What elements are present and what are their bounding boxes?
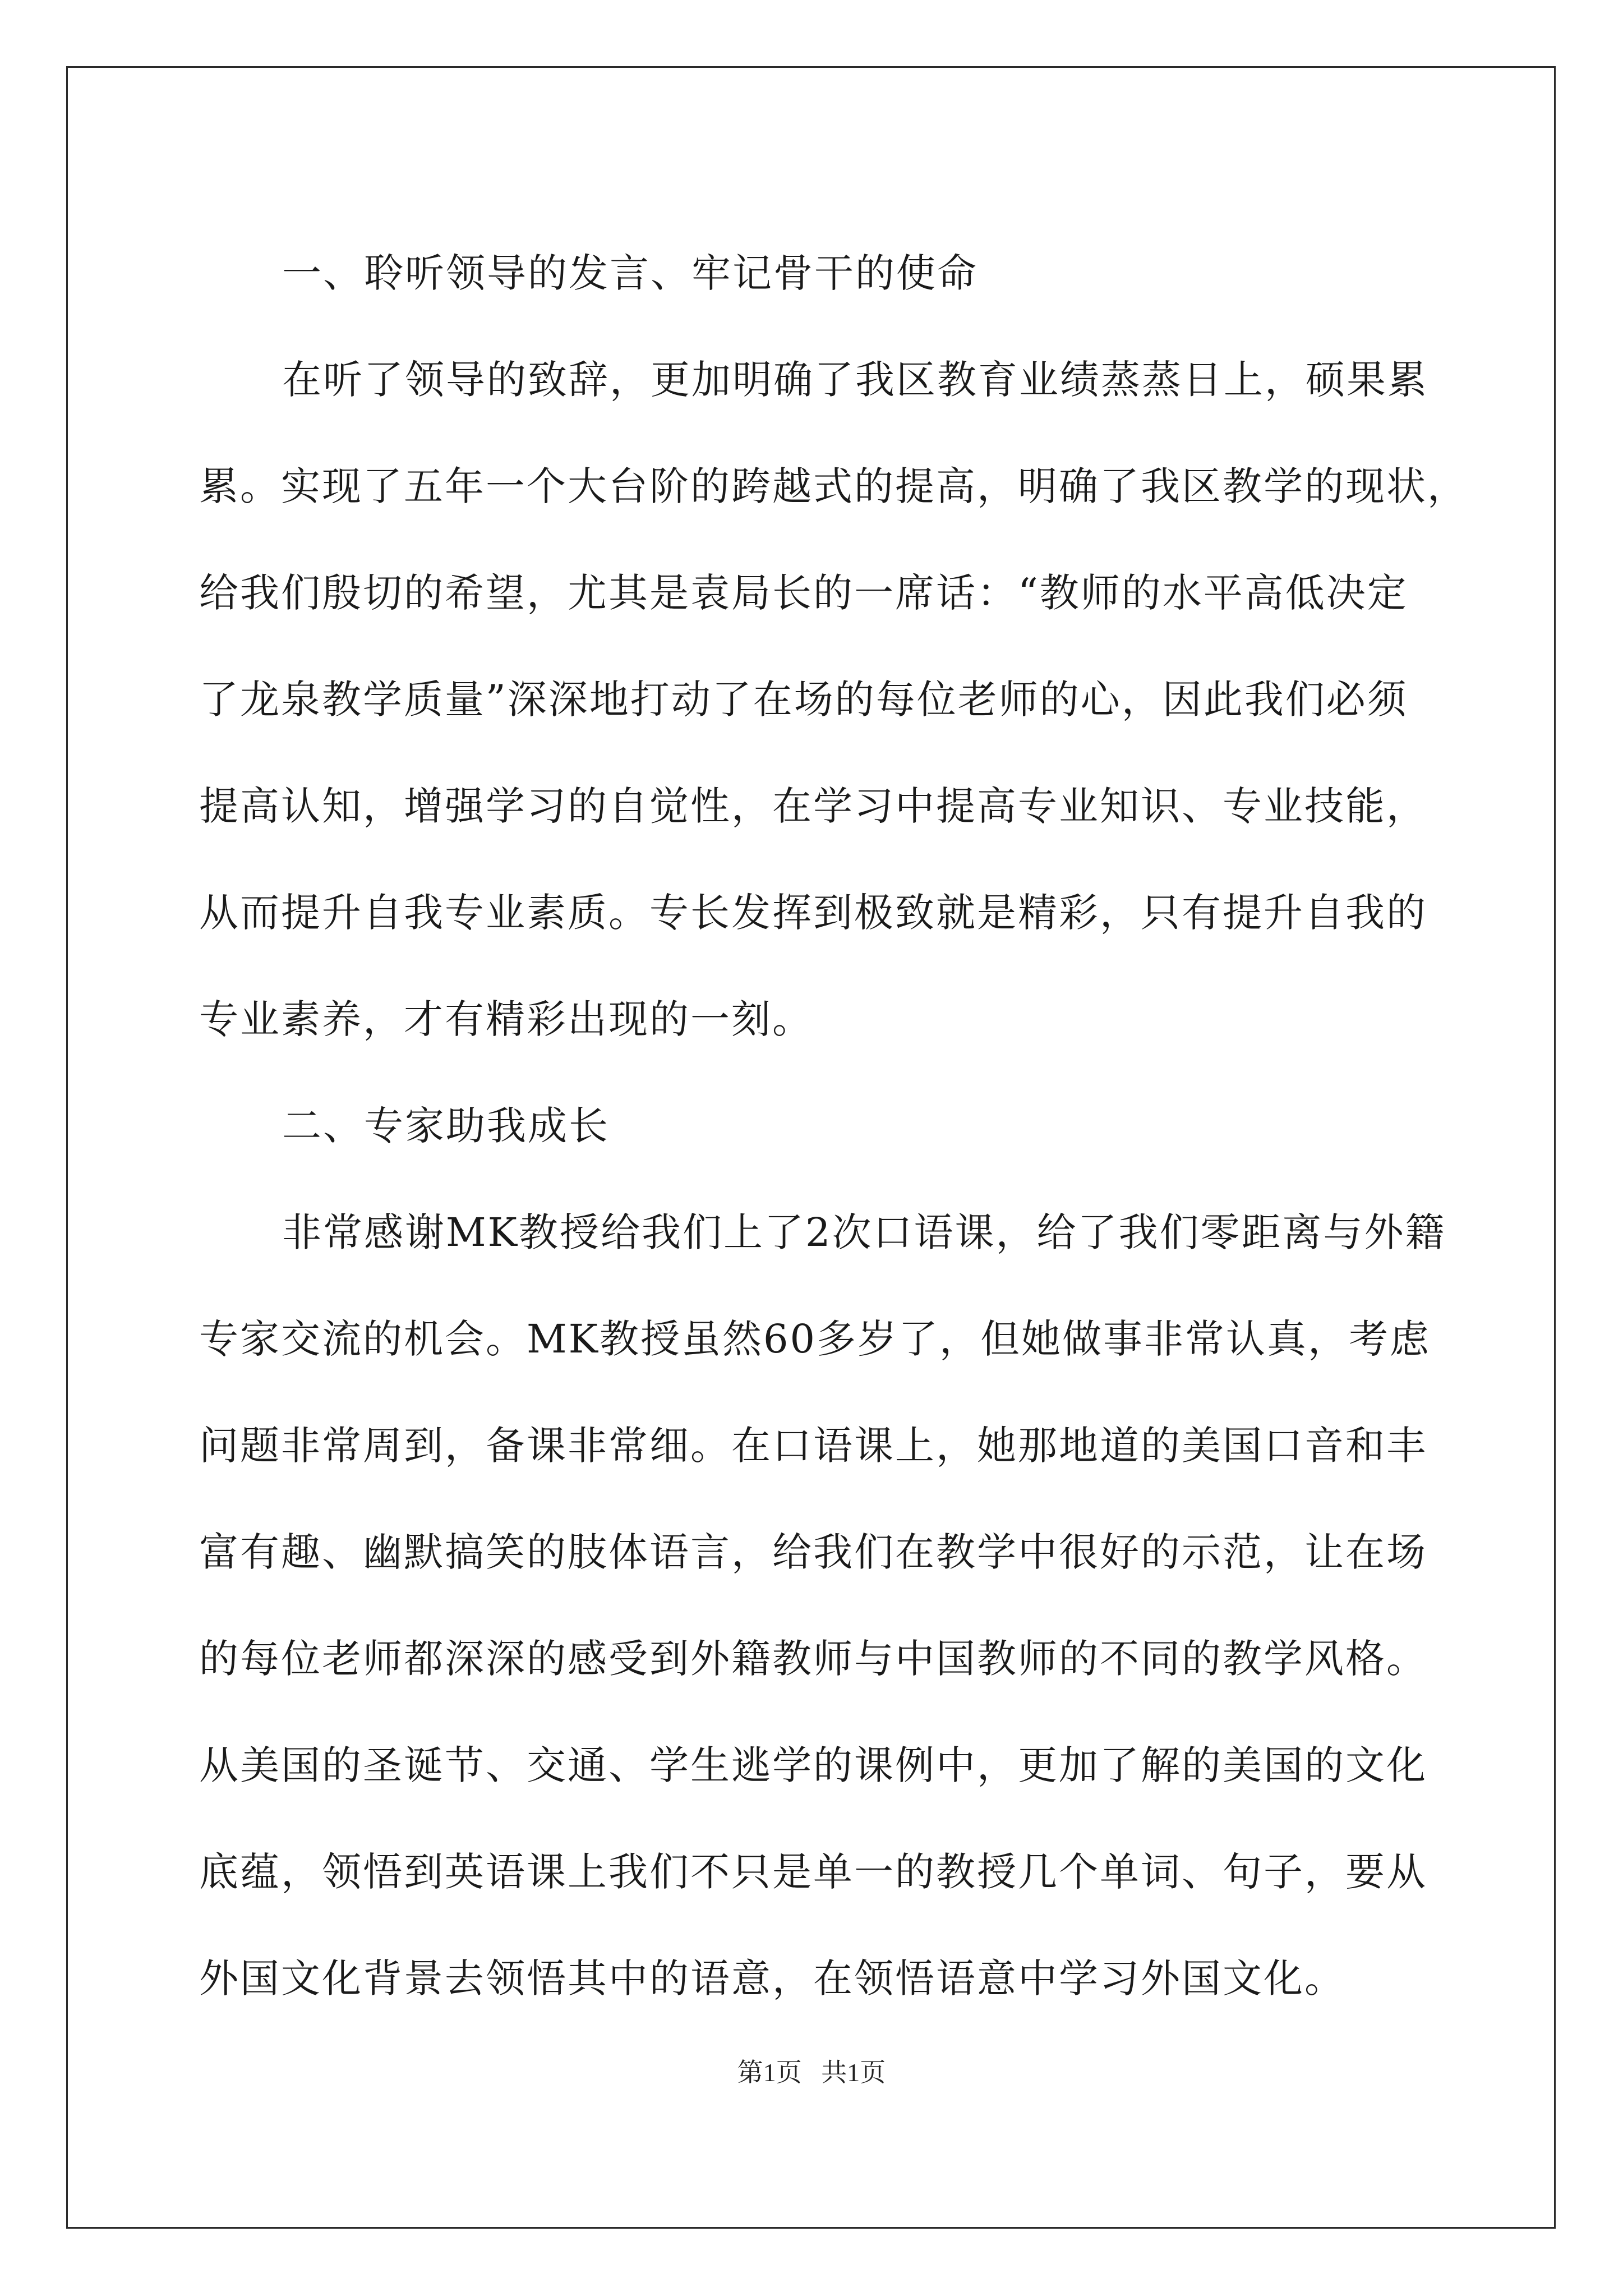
text-line: 非常感谢MK教授给我们上了2次口语课，给了我们零距离与外籍 xyxy=(282,1209,1446,1255)
text-line: 专家交流的机会。MK教授虽然60多岁了，但她做事非常认真，考虑 xyxy=(199,1316,1431,1362)
text-line: 在听了领导的致辞，更加明确了我区教育业绩蒸蒸日上，硕果累 xyxy=(282,357,1428,403)
text-line: 外国文化背景去领悟其中的语意，在领悟语意中学习外国文化。 xyxy=(199,1955,1345,2001)
text-line: 累。实现了五年一个大台阶的跨越式的提高，明确了我区教学的现状， xyxy=(199,463,1468,509)
text-lines xyxy=(199,220,1468,2032)
page-footer: 第1页 共1页 xyxy=(737,2058,886,2087)
text-line: 了龙泉教学质量”深深地打动了在场的每位老师的心，因此我们必须 xyxy=(199,677,1408,723)
text-line: 问题非常周到，备课非常细。在口语课上，她那地道的美国口音和丰 xyxy=(199,1423,1427,1469)
text-line: 专业素养，才有精彩出现的一刻。 xyxy=(199,996,813,1042)
text-line: 富有趣、幽默搞笑的肢体语言，给我们在教学中很好的示范，让在场 xyxy=(199,1529,1427,1575)
text-line: 从美国的圣诞节、交通、学生逃学的课例中，更加了解的美国的文化 xyxy=(199,1742,1427,1788)
text-line: 一、聆听领导的发言、牢记骨干的使命 xyxy=(282,250,978,296)
text-line: 的每位老师都深深的感受到外籍教师与中国教师的不同的教学风格。 xyxy=(199,1636,1427,1682)
text-line: 提高认知，增强学习的自觉性，在学习中提高专业知识、专业技能， xyxy=(199,783,1427,829)
text-line: 从而提升自我专业素质。专长发挥到极致就是精彩，只有提升自我的 xyxy=(199,890,1427,936)
text-line: 给我们殷切的希望，尤其是袁局长的一席话：“教师的水平高低决定 xyxy=(199,570,1408,616)
text-line: 二、专家助我成长 xyxy=(282,1103,610,1149)
text-line: 底蕴，领悟到英语课上我们不只是单一的教授几个单词、句子，要从 xyxy=(199,1849,1427,1895)
document-body xyxy=(199,220,1468,2032)
